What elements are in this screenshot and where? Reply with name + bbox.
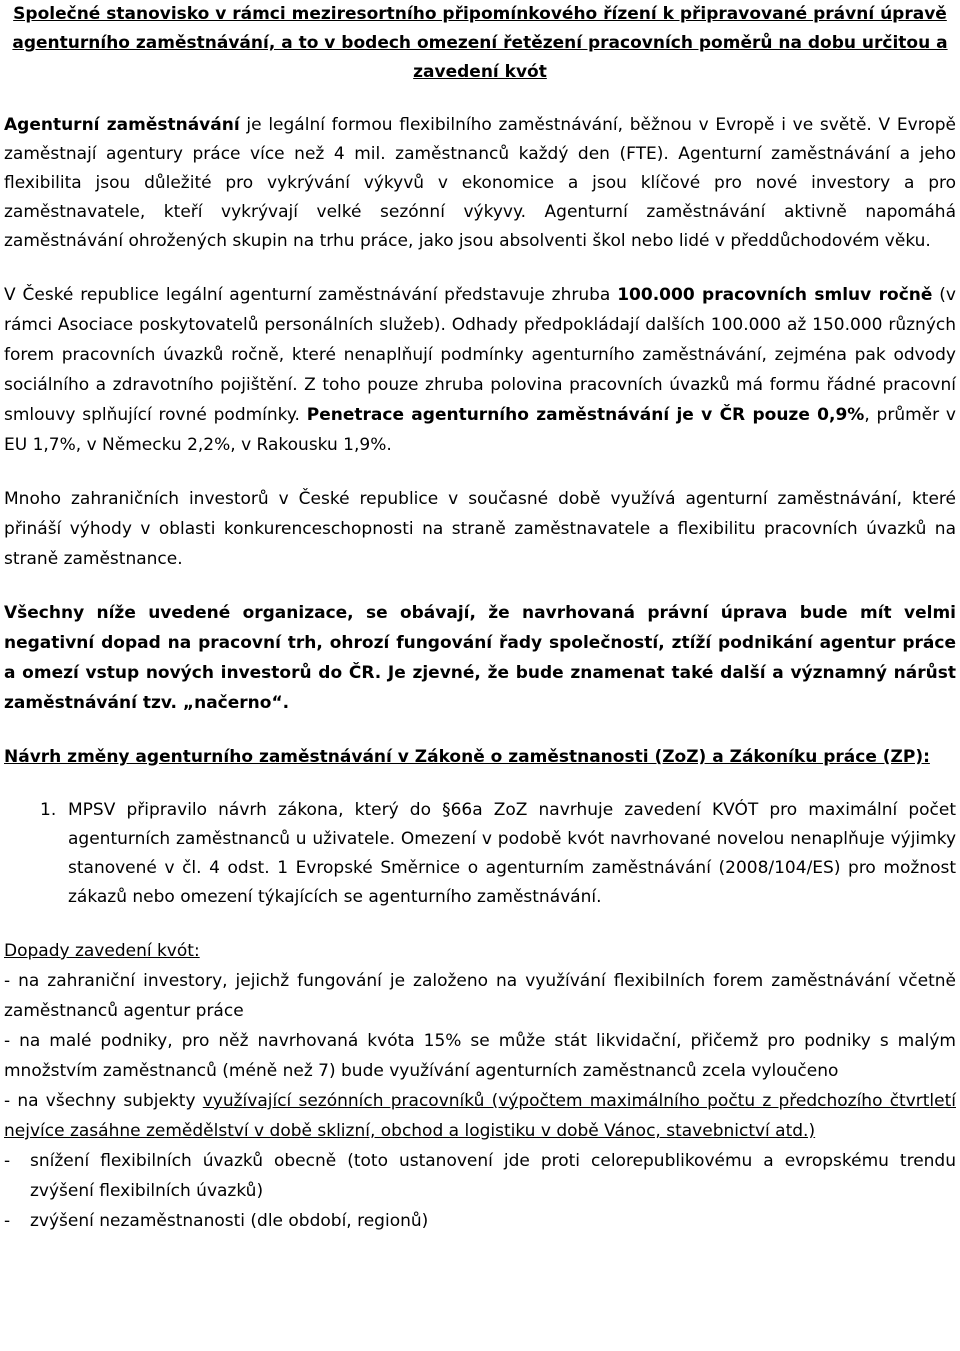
list-item-text: MPSV připravilo návrh zákona, který do §66a ZoZ navrhuje zavedení KVÓT pro maximální počet agenturních zaměstnanců u uživatele. Omezení v podobě kvót navrhované novelou nenaplňuje výjimky stanovené v čl. 4 odst. 1 Evropské Směrnice o agenturním zaměstnávání (2008/104/ES) pro možnost zákazů nebo omezení týkajících se agenturního zaměstnávání. — [68, 800, 956, 907]
bullet-text: snížení flexibilních úvazků obecně (toto ustanovení jde proti celorepublikovému a evropskému trendu zvýšení flexibilních úvazků) — [30, 1151, 956, 1201]
dash-marker: - — [4, 1211, 11, 1231]
bold-contracts: 100.000 pracovních smluv ročně — [617, 285, 933, 305]
bold-penetration: Penetrace agenturního zaměstnávání je v ČR pouze 0,9% — [306, 405, 865, 425]
list-item — [4, 1146, 956, 1206]
text-segment: - na všechny subjekty — [4, 1091, 203, 1111]
heading-impacts: Dopady zavedení kvót: — [4, 941, 200, 961]
bold-lead: Agenturní zaměstnávání — [4, 115, 240, 135]
paragraph-agency-intro — [4, 111, 956, 256]
text-segment: V České republice legální agenturní zaměstnávání představuje zhruba — [4, 285, 618, 305]
impact-seasonal — [4, 1086, 956, 1146]
list-item — [4, 1206, 956, 1236]
bullet-text: zvýšení nezaměstnanosti (dle období, regionů) — [30, 1211, 429, 1231]
underlined-segment: využívající sezónních pracovníků (výpočtem maximálního počtu z předchozího čtvrtletí nejvíce zasáhne zemědělství v době sklizní, obchod a logistiku v době Vánoc, stavebnictví atd.) — [4, 1091, 956, 1141]
heading-proposal: Návrh změny agenturního zaměstnávání v Zákoně o zaměstnanosti (ZoZ) a Zákoníku práce (ZP): — [4, 747, 930, 767]
impact-small-businesses: - na malé podniky, pro něž navrhovaná kvóta 15% se může stát likvidační, přičemž pro podniky s malým množstvím zaměstnanců (méně než 7) bude využívání agenturních zaměstnanců zcela vyloučeno — [4, 1031, 956, 1081]
paragraph-text: je legální formou flexibilního zaměstnávání, běžnou v Evropě i ve světě. V Evropě zaměstnají agentury práce více než 4 mil. zaměstnanců každý den (FTE). Agenturní zaměstnávání a jeho flexibilita jsou důležité pro vykrývání výkyvů v ekonomice a jsou klíčové pro nové investory a pro zaměstnavatele, kteří vykrývají velké sezónní výkyvy. Agenturní zaměstnávání aktivně napomáhá zaměstnávání ohrožených skupin na trhu práce, jako jsou absolventi škol nebo lidé v předdůchodovém věku. — [4, 115, 956, 251]
dash-marker: - — [4, 1151, 11, 1171]
paragraph-investors: Mnoho zahraničních investorů v České republice v současné době využívá agenturní zaměstnávání, které přináší výhody v oblasti konkurenceschopnosti na straně zaměstnavatele a flexibilitu pracovních úvazků na straně zaměstnance. — [4, 489, 956, 569]
text-segment: , průměr v EU 1,7%, v Německu 2,2%, v Rakousku 1,9%. — [4, 405, 956, 455]
text-segment: (v rámci Asociace poskytovatelů personálních služeb). Odhady předpokládají dalších 100.000 až 150.000 různých forem pracovních úvazků ročně, které nenaplňují podmínky agenturního zaměstnávání, zejména pak odvody sociálního a zdravotního pojištění. Z toho pouze zhruba polovina pracovních úvazků má formu řádné pracovní smlouvy splňující rovné podmínky. — [4, 285, 956, 425]
paragraph-concerns: Všechny níže uvedené organizace, se obávají, že navrhovaná právní úprava bude mít velmi negativní dopad na pracovní trh, ohrozí fungování řady společností, ztíží podnikání agentur práce a omezí vstup nových investorů do ČR. Je zjevné, že bude znamenat také další a významný nárůst zaměstnávání tzv. „načerno“. — [4, 603, 956, 713]
impact-foreign-investors: - na zahraniční investory, jejichž fungování je založeno na využívání flexibilních forem zaměstnávání včetně zaměstnanců agentur práce — [4, 971, 956, 1021]
list-number: 1. — [40, 800, 57, 820]
list-item — [4, 796, 956, 912]
paragraph-czech-stats — [4, 280, 956, 460]
document-title: Společné stanovisko v rámci meziresortního připomínkového řízení k připravované právní úpravě agenturního zaměstnávání, a to v bodech omezení řetězení pracovních poměrů na dobu určitou a zavedení kvót — [12, 4, 948, 82]
proposal-list — [4, 796, 956, 912]
